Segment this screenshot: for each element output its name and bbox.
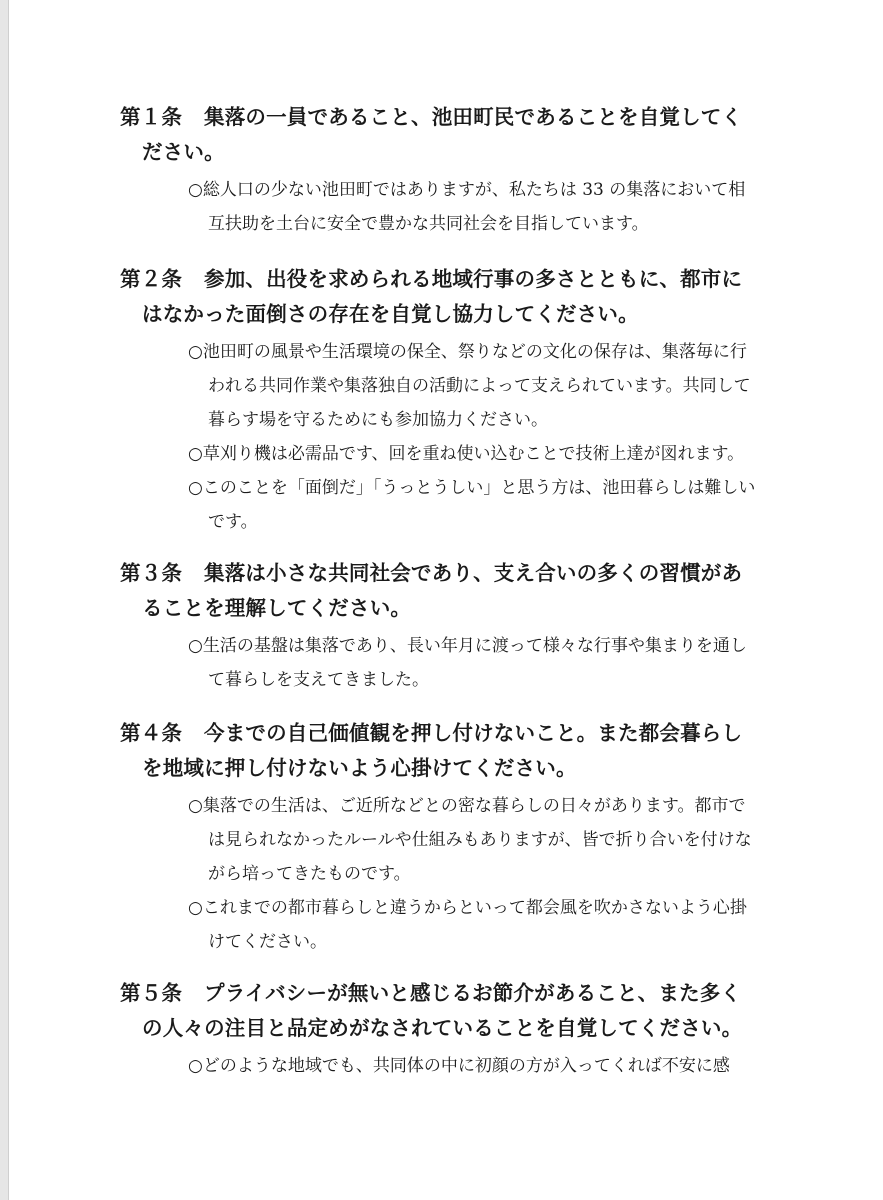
- article-2: [120, 262, 760, 539]
- article-title-text: 集落は小さな共同社会であり、支え合いの多くの習慣があることを理解してください。: [142, 561, 743, 620]
- article-number: 第４条: [120, 721, 183, 745]
- article-number: 第５条: [120, 981, 183, 1005]
- article-heading: [120, 976, 760, 1046]
- article-5: [120, 976, 760, 1083]
- article-heading: [120, 100, 760, 170]
- article-note: ○草刈り機は必需品です、回を重ね使い込むことで技術上達が図れます。: [188, 444, 745, 464]
- article-number: 第２条: [120, 267, 183, 291]
- article-number: 第３条: [120, 561, 183, 585]
- article-title-text: 今までの自己価値観を押し付けないこと。また都会暮らしを地域に押し付けないよう心掛けてください。: [142, 721, 743, 780]
- article-heading: [120, 716, 760, 786]
- article-3: [120, 556, 760, 697]
- article-note: ○生活の基盤は集落であり、長い年月に渡って様々な行事や集まりを通して暮らしを支えてきました。: [188, 636, 747, 690]
- article-title-text: プライバシーが無いと感じるお節介があること、また多くの人々の注目と品定めがなされていることを自覚してください。: [142, 981, 743, 1040]
- article-title-text: 参加、出役を求められる地域行事の多さとともに、都市にはなかった面倒さの存在を自覚し協力してください。: [142, 267, 743, 326]
- article-heading: [120, 262, 760, 332]
- article-note: ○池田町の風景や生活環境の保全、祭りなどの文化の保存は、集落毎に行われる共同作業や集落独自の活動によって支えられています。共同して暮らす場を守るためにも参加協力ください。: [188, 342, 751, 430]
- article-note: ○集落での生活は、ご近所などとの密な暮らしの日々があります。都市では見られなかったルールや仕組みもありますが、皆で折り合いを付けながら培ってきたものです。: [188, 796, 752, 884]
- article-note: ○このことを「面倒だ」「うっとうしい」と思う方は、池田暮らしは難しいです。: [188, 478, 756, 532]
- article-note: ○どのような地域でも、共同体の中に初顔の方が入ってくれば不安に感: [188, 1056, 730, 1076]
- article-number: 第１条: [120, 105, 183, 129]
- article-heading: [120, 556, 760, 626]
- article-note: ○総人口の少ない池田町ではありますが、私たちは 33 の集落において相互扶助を土台に安全で豊かな共同社会を目指しています。: [188, 180, 746, 234]
- article-1: [120, 100, 760, 241]
- article-title-text: 集落の一員であること、池田町民であることを自覚してください。: [142, 105, 743, 164]
- article-4: [120, 716, 760, 959]
- article-note: ○これまでの都市暮らしと違うからといって都会風を吹かさないよう心掛けてください。: [188, 898, 747, 952]
